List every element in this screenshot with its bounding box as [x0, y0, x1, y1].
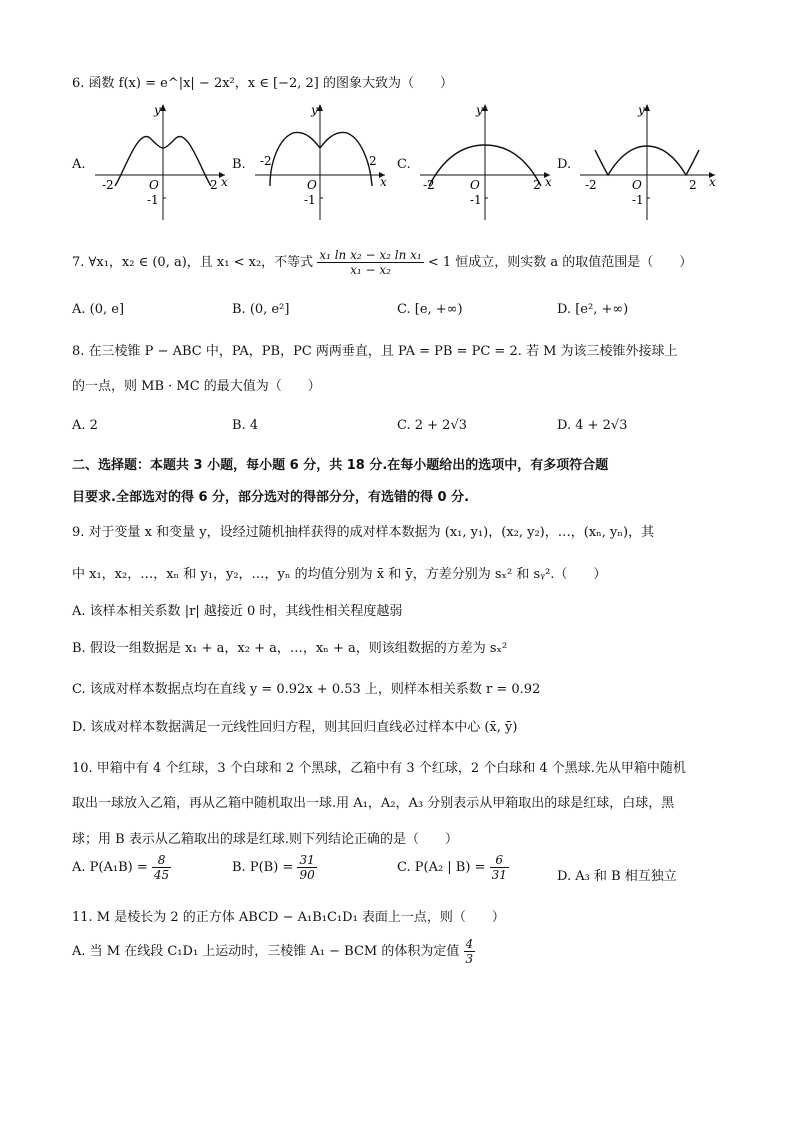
frac-num: 31 [299, 853, 315, 867]
neg2-label: -2 [102, 178, 114, 192]
q8-line-2: 的一点，则 MB · MC 的最大值为（ ） [72, 379, 321, 394]
q9-option-b[interactable]: B. 假设一组数据是 x₁ + a，x₂ + a，…，xₙ + a，则该组数据的方差为 sₓ² [72, 641, 508, 656]
neg2-label: -2 [260, 154, 272, 168]
q6-option-b-label[interactable]: B. [232, 157, 246, 172]
q10-option-b-text: B. P(B) = [232, 860, 294, 875]
q6-graph-b [250, 100, 390, 225]
pos2-label: 2 [369, 154, 377, 168]
q10-line-3: 球；用 B 表示从乙箱取出的球是红球.则下列结论正确的是（ ） [72, 832, 458, 847]
q10-line-1: 10. 甲箱中有 4 个红球，3 个白球和 2 个黑球，乙箱中有 3 个红球，2 个白球和 4 个黑球.先从甲箱中随机 [72, 761, 686, 776]
q8-line-1: 8. 在三棱锥 P − ABC 中，PA，PB，PC 两两垂直，且 PA = PB = PC = 2. 若 M 为该三棱锥外接球上 [72, 344, 678, 359]
q10-option-b-fraction [297, 853, 316, 882]
q10-line-2: 取出一球放入乙箱，再从乙箱中随机取出一球.用 A₁，A₂，A₃ 分别表示从甲箱取出的球是红球，白球，黑 [72, 796, 675, 811]
q10-option-a-text: A. P(A₁B) = [72, 860, 148, 875]
q10-option-a[interactable] [72, 853, 171, 882]
q6-graph-a [90, 100, 230, 225]
neg2-label: -2 [423, 178, 435, 192]
q9-line-2: 中 x₁，x₂，…，xₙ 和 y₁，y₂，…，yₙ 的均值分别为 x̄ 和 ȳ，方差分别为 sₓ² 和 sᵧ².（ ） [72, 567, 607, 582]
neg1-label: -1 [147, 193, 159, 207]
neg1-label: -1 [304, 193, 316, 207]
frac-num: 6 [490, 853, 509, 868]
frac-den: 90 [299, 868, 315, 882]
q10-option-a-fraction [152, 853, 171, 882]
q10-option-c-text: C. P(A₂ | B) = [397, 860, 486, 875]
q10-option-d[interactable]: D. A₃ 和 B 相互独立 [557, 869, 677, 884]
q7-fraction [317, 248, 423, 277]
q11-option-a-fraction [464, 937, 476, 966]
q9-option-d[interactable]: D. 该成对样本数据满足一元线性回归方程，则其回归直线必过样本中心 (x̄, ȳ) [72, 720, 518, 735]
q10-option-c[interactable] [397, 853, 509, 882]
q6-graph-c [415, 100, 555, 225]
pos2-label: 2 [689, 178, 697, 192]
y-label: y [638, 103, 645, 117]
q7-option-b[interactable]: B. (0, e²] [232, 302, 290, 317]
y-axis-arrow [160, 104, 166, 111]
y-label: y [311, 103, 318, 117]
pos2-label: 2 [533, 178, 541, 192]
y-axis-arrow [644, 104, 650, 111]
x-label: x [545, 175, 552, 189]
frac-num: 8 [152, 853, 171, 868]
q7-option-a[interactable]: A. (0, e] [72, 302, 125, 317]
frac-den: 45 [153, 868, 170, 882]
neg1-label: -1 [470, 193, 482, 207]
origin-label: O [632, 178, 642, 192]
neg1-label: -1 [632, 193, 644, 207]
x-label: x [380, 175, 387, 189]
q7-frac-num: x₁ ln x₂ − x₂ ln x₁ [319, 248, 422, 262]
section-2-heading-line-1: 二、选择题：本题共 3 小题，每小题 6 分，共 18 分.在每小题给出的选项中，有多项符合题 [72, 458, 609, 473]
q7-stem-b: < 1 恒成立，则实数 a 的取值范围是（ ） [427, 255, 693, 270]
q6-stem: 6. 函数 f(x) = e^|x| − 2x²，x ∈ [−2, 2] 的图象大致为（ ） [72, 76, 453, 91]
q9-option-a[interactable]: A. 该样本相关系数 |r| 越接近 0 时，其线性相关程度越弱 [72, 604, 403, 619]
q10-option-b[interactable] [232, 853, 317, 882]
neg2-label: -2 [585, 178, 597, 192]
q8-option-b[interactable]: B. 4 [232, 418, 259, 433]
origin-label: O [149, 178, 159, 192]
q11-stem: 11. M 是棱长为 2 的正方体 ABCD − A₁B₁C₁D₁ 表面上一点，则（ ） [72, 910, 505, 925]
x-label: x [709, 175, 716, 189]
q7-stem [72, 248, 692, 277]
x-label: x [221, 175, 228, 189]
y-axis-arrow [317, 104, 323, 111]
q6-option-d-label[interactable]: D. [557, 157, 572, 172]
section-2-heading-line-2: 目要求.全部选对的得 6 分，部分选对的得部分分，有选错的得 0 分. [72, 490, 470, 505]
q6-option-a-label[interactable]: A. [72, 157, 86, 172]
curve [270, 132, 372, 186]
frac-den: 31 [491, 868, 507, 882]
y-label: y [476, 103, 483, 117]
q11-option-a-text: A. 当 M 在线段 C₁D₁ 上运动时，三棱锥 A₁ − BCM 的体积为定值 [72, 944, 460, 959]
frac-num: 4 [465, 937, 474, 951]
q9-line-1: 9. 对于变量 x 和变量 y，设经过随机抽样获得的成对样本数据为 (x₁, y₁)，(x₂, y₂)，…，(xₙ, yₙ)，其 [72, 525, 655, 540]
y-label: y [154, 103, 161, 117]
q6-option-c-label[interactable]: C. [397, 157, 411, 172]
frac-den: 3 [465, 952, 474, 966]
q8-option-d[interactable]: D. 4 + 2√3 [557, 418, 628, 433]
q8-option-c[interactable]: C. 2 + 2√3 [397, 418, 468, 433]
origin-label: O [307, 178, 317, 192]
q11-option-a[interactable] [72, 937, 475, 966]
q6-graph-d [575, 100, 720, 225]
q7-frac-den: x₁ − x₂ [350, 263, 391, 277]
pos2-label: 2 [210, 178, 218, 192]
q8-option-a[interactable]: A. 2 [72, 418, 98, 433]
origin-label: O [470, 178, 480, 192]
q10-option-c-fraction [490, 853, 509, 882]
q7-stem-a: 7. ∀x₁，x₂ ∈ (0, a)，且 x₁ < x₂，不等式 [72, 255, 314, 270]
q7-option-c[interactable]: C. [e, +∞) [397, 302, 463, 317]
y-axis-arrow [482, 104, 488, 111]
q7-option-d[interactable]: D. [e², +∞) [557, 302, 629, 317]
q9-option-c[interactable]: C. 该成对样本数据点均在直线 y = 0.92x + 0.53 上，则样本相关系数 r = 0.92 [72, 682, 541, 697]
